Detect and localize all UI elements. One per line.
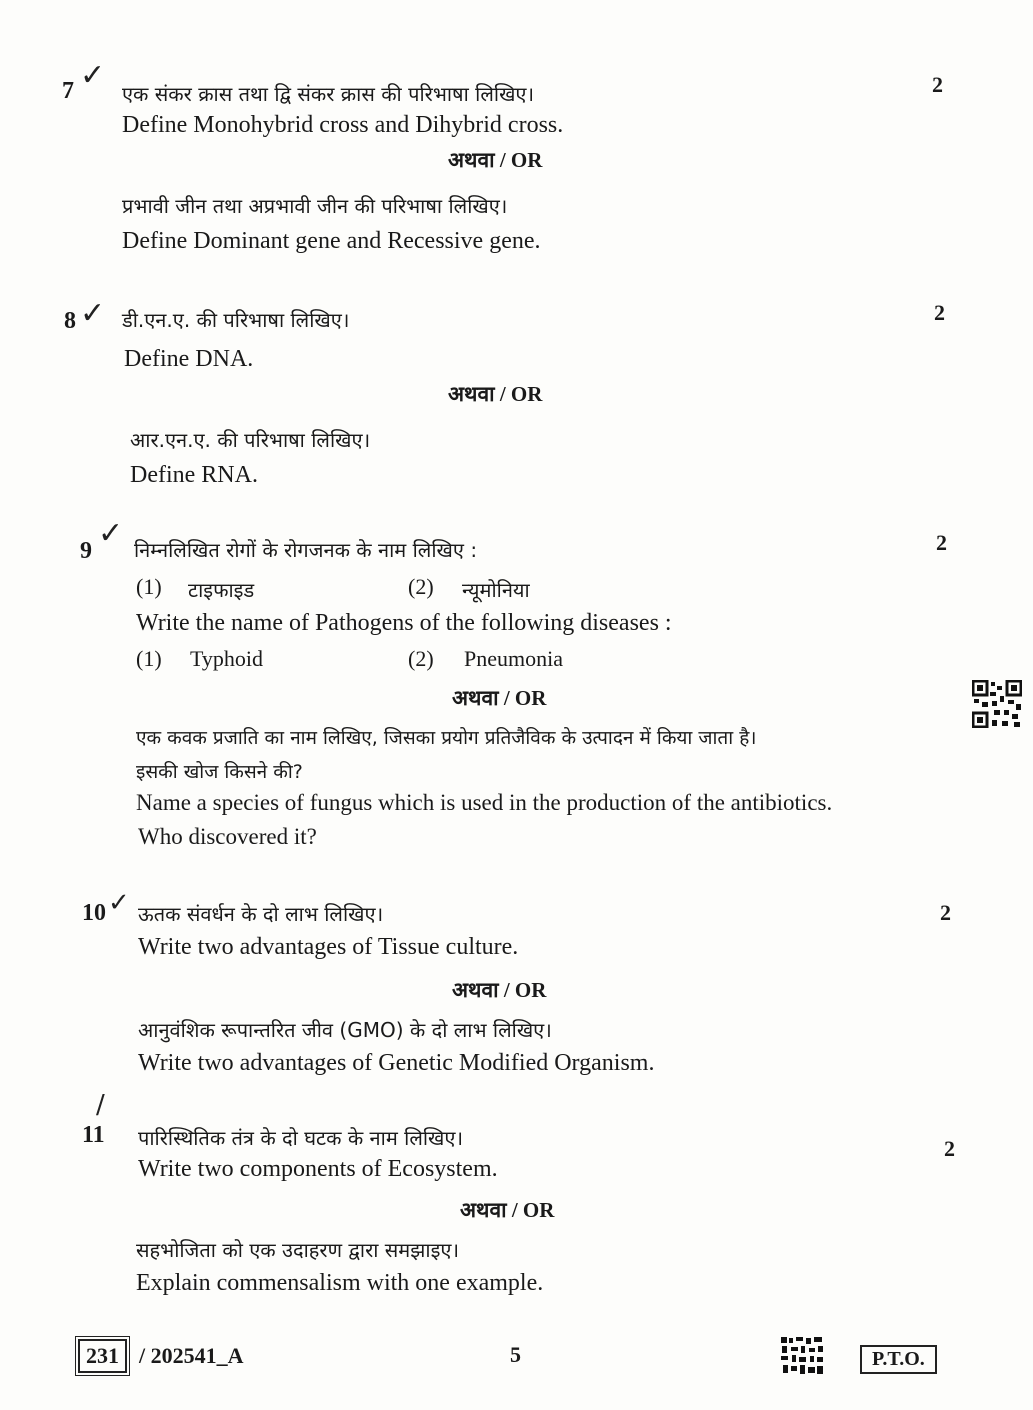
q9-option-2-hindi: न्यूमोनिया: [462, 578, 530, 602]
q10-or-label: अथवा / OR: [452, 978, 547, 1002]
barcode-icon: [780, 1336, 824, 1376]
pto-label: P.T.O.: [860, 1345, 937, 1374]
q9-option-1-hindi: टाइफाइड: [188, 578, 255, 602]
paper-code: [78, 1338, 244, 1374]
q9-or-label: अथवा / OR: [452, 686, 547, 710]
question-number: 7: [62, 78, 74, 104]
qr-code-icon: [972, 680, 1022, 728]
q9-option-2-number: (2): [408, 574, 434, 599]
check-mark-icon: ✓: [80, 296, 106, 331]
question-number: 8: [64, 308, 76, 334]
q7-alt-text-hindi: प्रभावी जीन तथा अप्रभावी जीन की परिभाषा लिखिए।: [122, 194, 508, 218]
check-mark-icon: /: [96, 1090, 105, 1120]
q9-alt-text-hindi-1: एक कवक प्रजाति का नाम लिखिए, जिसका प्रयोग प्रतिजैविक के उत्पादन में किया जाता है।: [136, 727, 757, 749]
check-mark-icon: ✓: [108, 888, 130, 918]
check-mark-icon: ✓: [98, 516, 124, 551]
q10-marks: 2: [940, 900, 951, 925]
q10-text-english: Write two advantages of Tissue culture.: [138, 934, 519, 960]
q11-alt-text-hindi: सहभोजिता को एक उदाहरण द्वारा समझाइए।: [136, 1238, 460, 1262]
q7-alt-text-english: Define Dominant gene and Recessive gene.: [122, 228, 541, 254]
question-number: 10: [82, 900, 106, 926]
q9-text-english: Write the name of Pathogens of the following diseases :: [136, 610, 672, 636]
q11-alt-text-english: Explain commensalism with one example.: [136, 1270, 544, 1296]
question-number: 9: [80, 538, 92, 564]
q8-text-hindi: डी.एन.ए. की परिभाषा लिखिए।: [122, 308, 350, 332]
paper-code-box: 231: [78, 1339, 127, 1373]
q7-text-hindi: एक संकर क्रास तथा द्वि संकर क्रास की परिभाषा लिखिए।: [122, 82, 535, 106]
q11-marks: 2: [944, 1136, 955, 1161]
q8-marks: 2: [934, 300, 945, 325]
q10-alt-text-hindi: आनुवंशिक रूपान्तरित जीव (GMO) के दो लाभ लिखिए।: [138, 1018, 552, 1042]
q11-text-english: Write two components of Ecosystem.: [138, 1156, 498, 1182]
q10-text-hindi: ऊतक संवर्धन के दो लाभ लिखिए।: [138, 902, 384, 926]
q7-text-english: Define Monohybrid cross and Dihybrid cross.: [122, 112, 564, 138]
q11-or-label: अथवा / OR: [460, 1198, 555, 1222]
q9-option-1-number-en: (1): [136, 646, 162, 671]
check-mark-icon: ✓: [80, 58, 106, 93]
q9-marks: 2: [936, 530, 947, 555]
q8-alt-text-english: Define RNA.: [130, 462, 258, 488]
q7-marks: 2: [932, 72, 943, 97]
q9-alt-text-english-1: Name a species of fungus which is used in the production of the antibiotics.: [136, 790, 833, 815]
q9-text-hindi: निम्नलिखित रोगों के रोगजनक के नाम लिखिए :: [134, 538, 478, 562]
set-code: / 202541_A: [139, 1343, 244, 1368]
question-number: 11: [82, 1122, 105, 1148]
q8-text-english: Define DNA.: [124, 346, 254, 372]
q9-option-2-number-en: (2): [408, 646, 434, 671]
q9-option-1-number: (1): [136, 574, 162, 599]
q9-alt-text-hindi-2: इसकी खोज किसने की?: [136, 761, 303, 783]
q9-option-1-english: Typhoid: [190, 646, 264, 671]
q8-alt-text-hindi: आर.एन.ए. की परिभाषा लिखिए।: [130, 428, 371, 452]
q10-alt-text-english: Write two advantages of Genetic Modified Organism.: [138, 1050, 655, 1076]
q7-or-label: अथवा / OR: [448, 148, 543, 172]
q9-alt-text-english-2: Who discovered it?: [138, 824, 317, 849]
q8-or-label: अथवा / OR: [448, 382, 543, 406]
q9-option-2-english: Pneumonia: [464, 646, 563, 671]
q11-text-hindi: पारिस्थितिक तंत्र के दो घटक के नाम लिखिए।: [138, 1126, 464, 1150]
page-number: 5: [510, 1342, 521, 1367]
